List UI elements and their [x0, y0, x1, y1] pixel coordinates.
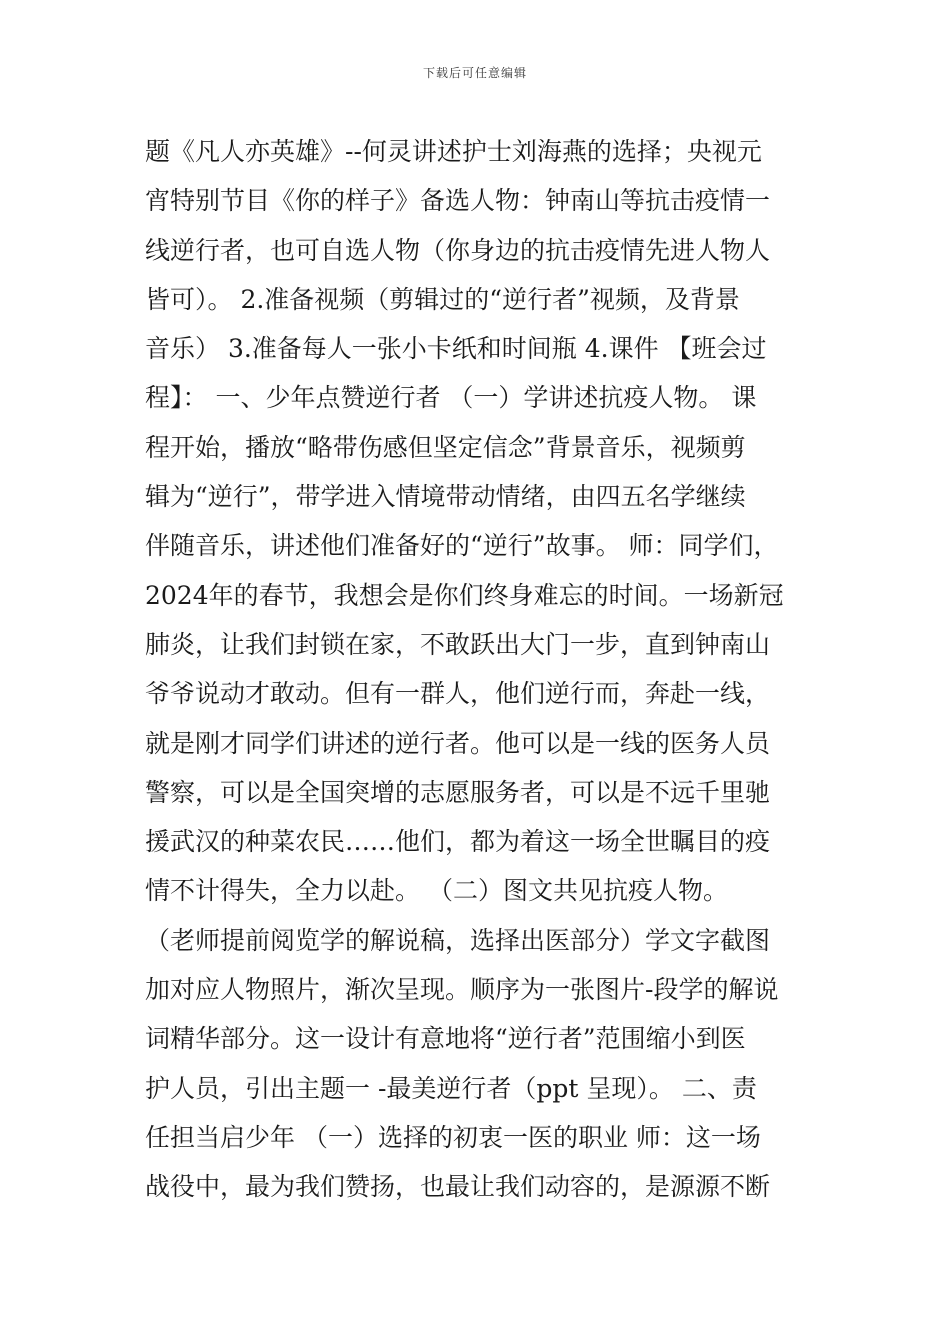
text-line: 皆可）。 2.准备视频（剪辑过的“逆行者”视频，及背景 [145, 284, 740, 314]
text-line: 就是刚才同学们讲述的逆行者。他可以是一线的医务人员 [145, 728, 771, 758]
text-line: 程】： 一、少年点赞逆行者 （一）学讲述抗疫人物。 课 [145, 383, 757, 413]
text-line: 宵特别节目《你的样子》备选人物：钟南山等抗击疫情一 [145, 186, 771, 216]
text-line: 2024年的春节，我想会是你们终身难忘的时间。一场新冠 [145, 580, 784, 610]
text-line: （老师提前阅览学的解说稿，选择出医部分）学文字截图 [145, 925, 771, 955]
text-line: 加对应人物照片，渐次呈现。顺序为一张图片-段学的解说 [145, 975, 779, 1005]
text-line: 情不计得失，全力以赴。 （二）图文共见抗疫人物。 [145, 876, 728, 906]
document-body [145, 127, 810, 1212]
page-header: 下载后可任意编辑 [422, 66, 527, 80]
text-line: 警察，可以是全国突增的志愿服务者，可以是不远千里驰 [145, 777, 771, 807]
text-line: 程开始，播放“略带伤感但坚定信念”背景音乐，视频剪 [145, 432, 746, 462]
text-line: 任担当启少年 （一）选择的初衷一医的职业 师：这一场 [145, 1122, 761, 1152]
text-line: 援武汉的种菜农民……他们，都为着这一场全世瞩目的疫 [145, 827, 771, 857]
text-line: 战役中，最为我们赞扬，也最让我们动容的，是源源不断 [145, 1172, 771, 1202]
text-line: 肺炎，让我们封锁在家，不敢跃出大门一步，直到钟南山 [145, 629, 771, 659]
text-line: 辑为“逆行”，带学进入情境带动情绪，由四五名学继续 [145, 482, 746, 512]
text-line: 线逆行者，也可自选人物（你身边的抗击疫情先进人物人 [145, 235, 771, 265]
text-line: 伴随音乐，讲述他们准备好的“逆行”故事。 师：同学们， [145, 531, 779, 561]
text-line: 音乐） 3.准备每人一张小卡纸和时间瓶 4.课件 【班会过 [145, 334, 767, 364]
text-line: 爷爷说动才敢动。但有一群人，他们逆行而，奔赴一线， [145, 679, 771, 709]
text-line: 词精华部分。这一设计有意地将“逆行者”范围缩小到医 [145, 1024, 746, 1054]
text-line: 题《凡人亦英雄》--何灵讲述护士刘海燕的选择；央视元 [145, 137, 762, 166]
text-line: 护人员，引出主题一 -最美逆行者（ppt 呈现）。 二、责 [145, 1073, 757, 1103]
